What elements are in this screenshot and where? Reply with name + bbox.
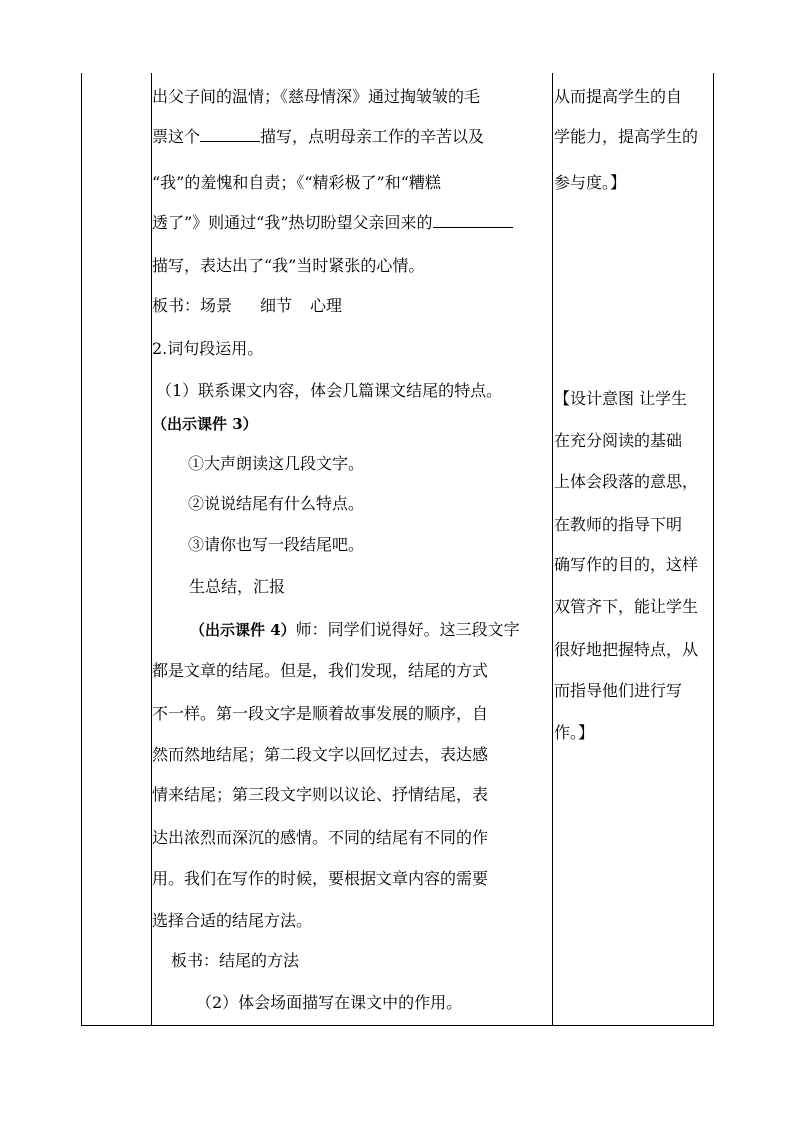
list-item: ②说说结尾有什么特点。 bbox=[188, 494, 365, 513]
design-intent-line: 而指导他们进行写 bbox=[554, 681, 683, 700]
design-intent-line: 在充分阅读的基础 bbox=[554, 431, 683, 450]
table-divider-second bbox=[552, 73, 553, 1025]
section-heading: 2.词句段运用。 bbox=[152, 339, 264, 358]
design-intent-line: 【设计意图 让学生 bbox=[554, 389, 688, 408]
courseware-label: （出示课件 3） bbox=[152, 415, 258, 433]
design-intent-line: 上体会段落的意思， bbox=[554, 472, 699, 491]
text-line: 达出浓烈而深沉的感情。不同的结尾有不同的作 bbox=[152, 828, 489, 847]
table-border-bottom bbox=[81, 1025, 714, 1026]
fill-in-blank bbox=[200, 127, 260, 142]
text-line: （2）体会场面描写在课文中的作用。 bbox=[196, 993, 463, 1012]
text-line: 然而然地结尾；第二段文字以回忆过去，表达感 bbox=[152, 745, 489, 764]
fill-in-blank bbox=[433, 213, 513, 228]
list-item: ③请你也写一段结尾吧。 bbox=[188, 535, 365, 554]
design-intent-line: 确写作的目的，这样 bbox=[554, 555, 699, 574]
text-line: 情来结尾；第三段文字则以议论、抒情结尾，表 bbox=[152, 785, 489, 804]
text-line bbox=[152, 213, 551, 233]
design-intent-line: 在教师的指导下明 bbox=[554, 515, 683, 534]
design-intent-line: 双管齐下，能让学生 bbox=[554, 597, 699, 616]
text-line: 生总结，汇报 bbox=[189, 577, 286, 596]
text-line: 都是文章的结尾。但是，我们发现，结尾的方式 bbox=[152, 661, 489, 680]
design-intent-line: 从而提高学生的自 bbox=[554, 87, 683, 106]
text-fragment: 描写，点明母亲工作的辛苦以及 bbox=[260, 127, 485, 146]
table-border-left bbox=[81, 73, 82, 1025]
table-border-right bbox=[713, 73, 714, 1025]
text-line: “我”的羞愧和自责；《“精彩极了”和“糟糕 bbox=[152, 173, 441, 192]
blackboard-line bbox=[152, 296, 551, 316]
blackboard-label: 板书：场景 bbox=[152, 296, 233, 315]
design-intent-line: 学能力，提高学生的 bbox=[554, 127, 699, 146]
text-line: 描写，表达出了“我”当时紧张的心情。 bbox=[152, 256, 425, 275]
courseware-label: （出示课件 4） bbox=[190, 621, 296, 639]
list-item: ①大声朗读这几段文字。 bbox=[188, 454, 365, 473]
blackboard-item: 细节 bbox=[260, 296, 293, 315]
design-intent-line: 很好地把握特点，从 bbox=[554, 640, 699, 659]
text-fragment: 透了”》则通过“我”热切盼望父亲回来的 bbox=[152, 213, 433, 232]
text-fragment: 师：同学们说得好。这三段文字 bbox=[295, 620, 520, 639]
text-line: （1）联系课文内容，体会几篇课文结尾的特点。 bbox=[156, 381, 503, 400]
blackboard-line: 板书：结尾的方法 bbox=[171, 951, 300, 970]
text-line: 不一样。第一段文字是顺着故事发展的顺序，自 bbox=[152, 704, 489, 723]
text-line: 出父子间的温情；《慈母情深》通过掏皱皱的毛 bbox=[152, 87, 481, 106]
text-line: 用。我们在写作的时候，要根据文章内容的需要 bbox=[152, 869, 489, 888]
blackboard-item: 心理 bbox=[310, 296, 343, 315]
text-fragment: 票这个 bbox=[152, 127, 201, 146]
text-line: 选择合适的结尾方法。 bbox=[152, 911, 313, 930]
text-line bbox=[152, 127, 551, 147]
design-intent-line: 作。】 bbox=[554, 723, 595, 742]
design-intent-line: 参与度。】 bbox=[554, 173, 627, 192]
text-line bbox=[152, 620, 551, 640]
